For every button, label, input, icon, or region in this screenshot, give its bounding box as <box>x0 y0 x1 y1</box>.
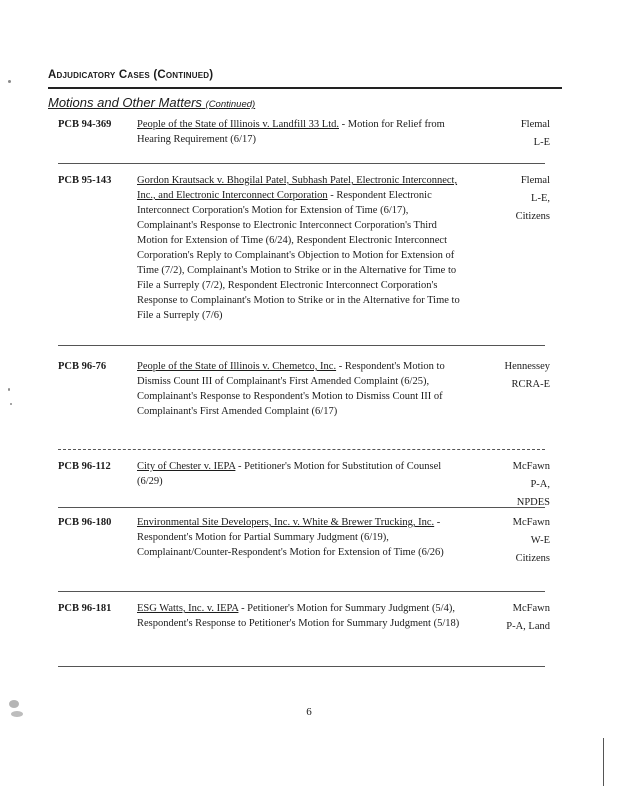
page-number: 6 <box>306 706 312 718</box>
entry-divider <box>58 163 545 164</box>
case-meta <box>460 515 550 569</box>
subheading-title: Motions and Other Matters <box>48 95 202 110</box>
entry-divider <box>58 345 545 346</box>
case-description <box>137 601 467 631</box>
case-meta <box>460 117 550 153</box>
case-parties: People of the State of Illinois v. Chemetco, Inc. <box>137 361 337 372</box>
board-member: Flemal <box>520 119 550 130</box>
case-meta <box>460 601 550 637</box>
board-member: McFawn <box>512 603 550 614</box>
case-category: Citizens <box>515 211 550 222</box>
case-parties: ESG Watts, Inc. v. IEPA <box>137 603 239 614</box>
entry-divider <box>58 591 545 592</box>
case-number: PCB 95-143 <box>58 175 112 186</box>
case-motions: - Petitioner's Motion for Substitution of Counsel (6/29) <box>137 461 442 487</box>
case-number: PCB 94-369 <box>58 119 112 130</box>
board-member: Flemal <box>520 175 550 186</box>
case-category: NPDES <box>516 497 550 508</box>
heading-rule <box>48 87 562 89</box>
case-description <box>137 117 467 147</box>
case-meta <box>460 359 550 395</box>
case-number: PCB 96-180 <box>58 517 112 528</box>
case-number: PCB 96-76 <box>58 361 107 372</box>
case-category: L-E <box>533 137 550 148</box>
case-description <box>137 173 467 323</box>
case-description <box>137 459 467 489</box>
case-parties: Environmental Site Developers, Inc. v. White & Brewer Trucking, Inc. <box>137 517 435 528</box>
case-category: W-E <box>530 535 550 546</box>
scan-speck <box>8 388 10 391</box>
case-category: Citizens <box>515 553 550 564</box>
case-description <box>137 359 467 419</box>
scan-speck <box>9 700 19 708</box>
subheading-continued: (Continued) <box>205 99 256 110</box>
scan-speck <box>8 80 11 83</box>
case-category: P-A, Land <box>506 621 550 632</box>
case-motions: - Respondent Electronic Interconnect Corporation's Motion for Extension of Time (6/17), Complainant's Response to Electronic Interconnect Corporation's Third Motion for Extension of Time (6/24), Respondent Electronic Interconnect Corporation's Reply to Complainant's Objection to Motion for Extension of Time (7/2), Complainant's Motion to Strike or in the Alternative for Time to File a Surreply (7/2), Respondent Electronic Interconnect Corporation's Response to Complainant's Motion to Strike or in the Alternative for Time to File a Surreply (7/6) <box>137 190 460 321</box>
case-parties: City of Chester v. IEPA <box>137 461 236 472</box>
case-motions: - Petitioner's Motion for Summary Judgment (5/4), Respondent's Response to Petitioner's Motion for Summary Judgment (5/18) <box>137 603 460 629</box>
case-number: PCB 96-112 <box>58 461 111 472</box>
case-category: P-A, <box>530 479 550 490</box>
entry-divider <box>58 449 545 450</box>
case-motions: - Respondent's Motion for Partial Summary Judgment (6/19), Complainant/Counter-Respondent's Motion for Extension of Time (6/26) <box>137 517 444 558</box>
case-category: L-E, <box>531 193 550 204</box>
scan-speck <box>11 711 23 717</box>
case-description <box>137 515 467 560</box>
board-member: McFawn <box>512 517 550 528</box>
board-member: Hennessey <box>504 361 550 372</box>
case-number: PCB 96-181 <box>58 603 112 614</box>
case-meta <box>460 459 550 513</box>
scan-edge-line <box>603 738 604 786</box>
section-heading: Adjudicatory Cases (Continued) <box>48 69 214 81</box>
case-parties: People of the State of Illinois v. Landfill 33 Ltd. <box>137 119 339 130</box>
entry-divider <box>58 666 545 667</box>
entry-divider <box>58 507 545 508</box>
case-motions: - Motion for Relief from Hearing Requirement (6/17) <box>137 119 445 145</box>
case-meta <box>460 173 550 227</box>
case-parties: Gordon Krautsack v. Bhogilal Patel, Subhash Patel, Electronic Interconnect, Inc., and Electronic Interconnect Corporation <box>137 175 458 201</box>
board-member: McFawn <box>512 461 550 472</box>
scan-speck <box>10 403 12 405</box>
case-motions: - Respondent's Motion to Dismiss Count III of Complainant's First Amended Complaint (6/25), Complainant's Response to Respondent's Motion to Dismiss Count III of Complainant's First Amended Complaint (6/17) <box>137 361 445 417</box>
case-category: RCRA-E <box>511 379 550 390</box>
subheading <box>48 95 255 110</box>
